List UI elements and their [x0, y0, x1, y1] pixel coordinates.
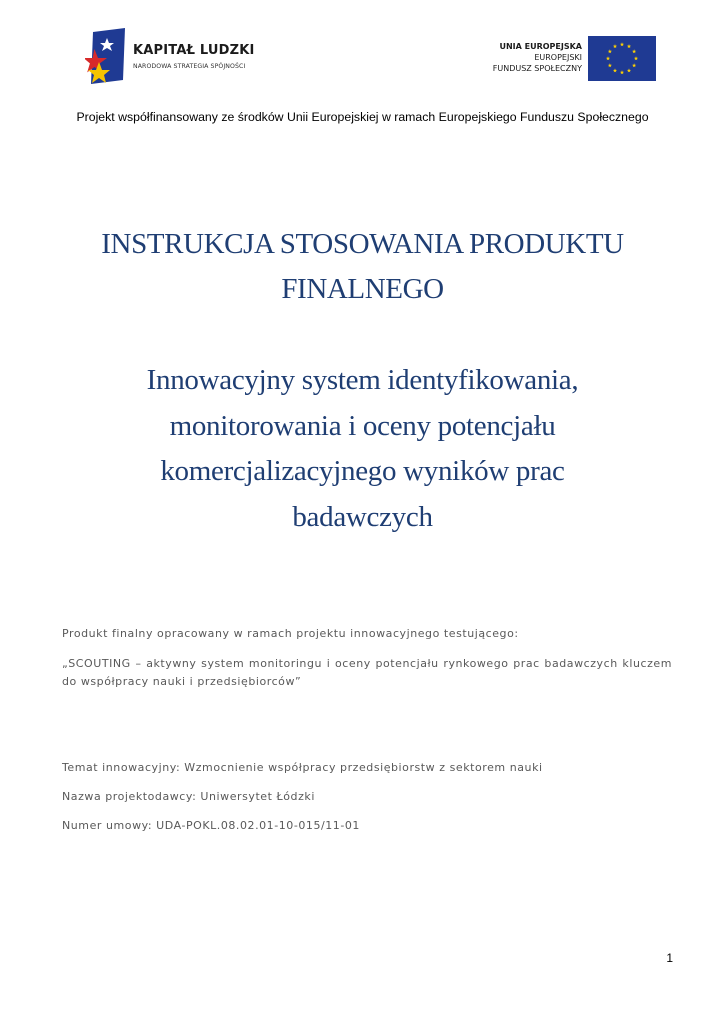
title-line: INSTRUKCJA STOSOWANIA PRODUKTU — [101, 228, 624, 260]
subtitle-line: badawczych — [292, 500, 433, 533]
page-number: 1 — [666, 951, 673, 965]
kapital-ludzki-title: KAPITAŁ LUDZKI — [133, 43, 255, 58]
kapital-ludzki-emblem-icon — [85, 28, 131, 84]
page-title — [0, 222, 725, 312]
subtitle-line: Innowacyjny system identyfikowania, — [146, 364, 579, 396]
title-line: FINALNEGO — [281, 273, 444, 305]
eu-logo-line1: UNIA EUROPEJSKA — [499, 42, 582, 51]
kapital-ludzki-subtitle: NARODOWA STRATEGIA SPÓJNOŚCI — [133, 63, 246, 70]
applicant-name: Nazwa projektodawcy: Uniwersytet Łódzki — [62, 790, 315, 803]
cofinancing-note: Projekt współfinansowany ze środków Unii Europejskiej w ramach Europejskiego Funduszu Społecznego — [76, 110, 649, 124]
eu-logo-line3: FUNDUSZ SPOŁECZNY — [492, 64, 582, 73]
eu-logo-text — [493, 41, 582, 74]
eu-flag-icon — [588, 36, 656, 81]
product-intro: Produkt finalny opracowany w ramach projektu innowacyjnego testującego: — [62, 627, 519, 640]
eu-logo-line2: EUROPEJSKI — [534, 53, 582, 62]
eu-efs-logo — [488, 36, 658, 82]
subtitle-line: monitorowania i oceny potencjału — [169, 409, 556, 442]
project-name: „SCOUTING – aktywny system monitoringu i oceny potencjału rynkowego prac badawczych kluczem do współpracy nauki i przedsiębiorców” — [62, 657, 672, 688]
document-subtitle — [0, 358, 725, 540]
kapital-ludzki-logo — [85, 28, 285, 84]
subtitle-line: komercjalizacyjnego wyników prac — [160, 455, 565, 487]
innovation-topic: Temat innowacyjny: Wzmocnienie współpracy przedsiębiorstw z sektorem nauki — [62, 761, 543, 774]
contract-number: Numer umowy: UDA-POKL.08.02.01-10-015/11-01 — [62, 819, 360, 832]
